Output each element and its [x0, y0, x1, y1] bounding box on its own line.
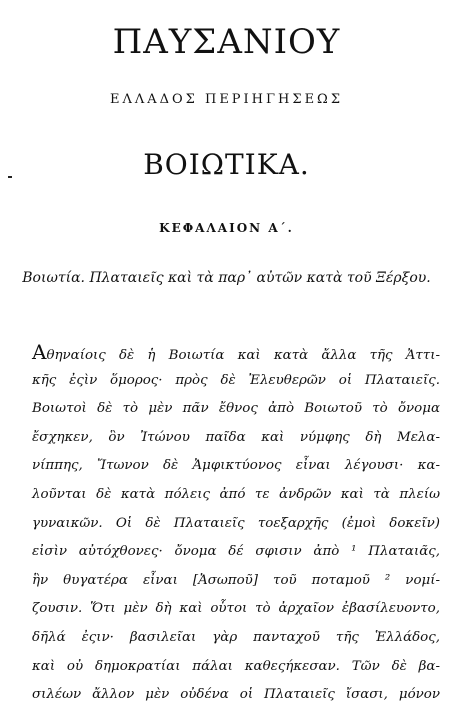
text-line-6: λοῦνται δὲ κατὰ πόλεις ἀπό τε ἀνδρῶν καὶ τὰ πλείω — [32, 486, 440, 502]
text-line-3: Βοιωτοὶ δὲ τὸ μὲν πᾶν ἔθνος ἀπὸ Βοιωτοῦ τὸ ὄνομα — [32, 401, 440, 417]
text-line-1-content: θηναίοις δὲ ἡ Βοιωτία καὶ κατὰ ἄλλα τῆς Ἀττι- — [46, 348, 440, 363]
text-line-5: νίππης, Ἴτωνον δὲ Ἀμφικτύονος εἶναι λέγουσι· κα- — [32, 458, 440, 474]
text-line-4: ἔσχηκεν, ὃν Ἰτώνου παῖδα καὶ νύμφης δὴ Μελα- — [32, 429, 440, 445]
text-line-12: καὶ οὐ δημοκρατίαι πάλαι καθεςήκεσαν. Τῶν δὲ βα- — [32, 658, 440, 674]
work-subtitle: ΕΛΛΑΔΟΣ ΠΕΡΙΗΓΗΣΕΩΣ — [109, 92, 344, 107]
text-line-2: κῆς ἐςὶν ὅμορος· πρὸς δὲ Ἐλευθερῶν οἱ Πλαταιεῖς. — [32, 372, 440, 388]
body-text — [32, 338, 440, 710]
chapter-summary: Βοιωτία. Πλαταιεῖς καὶ τὰ παρ᾽ αὐτῶν κατὰ τοῦ Ξέρξου. — [22, 270, 431, 286]
book-title: ΒΟΙΩΤΙΚΑ. — [143, 148, 310, 181]
text-line-7: γυναικῶν. Οἱ δὲ Πλαταιεῖς τοεξαρχῆς (ἐμοὶ δοκεῖν) — [32, 515, 440, 531]
author-title: ΠΑΥΣΑΝΙΟΥ — [112, 22, 341, 62]
chapter-heading: ΚΕΦΑΛΑΙΟΝ Α΄. — [159, 221, 294, 235]
text-line-10: ζουσιν. Ὅτι μὲν δὴ καὶ οὗτοι τὸ ἀρχαῖον ἐβασίλευοντο, — [32, 601, 440, 617]
text-line-8: εἰσὶν αὐτόχθονες· ὄνομα δέ σφισιν ἀπὸ ¹ Πλαταιᾶς, — [32, 544, 440, 560]
text-line-9: ἣν θυγατέρα εἶναι [Ἀσωποῦ] τοῦ ποταμοῦ ² νομί- — [32, 572, 440, 588]
text-line-13: σιλέων ἄλλον μὲν οὐδένα οἱ Πλαταιεῖς ἴσασι, μόνον — [32, 687, 440, 703]
text-line-11: δῆλά ἐςιν· βασιλεῖαι γὰρ πανταχοῦ τῆς Ἑλλάδος, — [32, 629, 440, 645]
drop-capital: Α — [32, 340, 47, 364]
text-line-1 — [32, 338, 440, 367]
